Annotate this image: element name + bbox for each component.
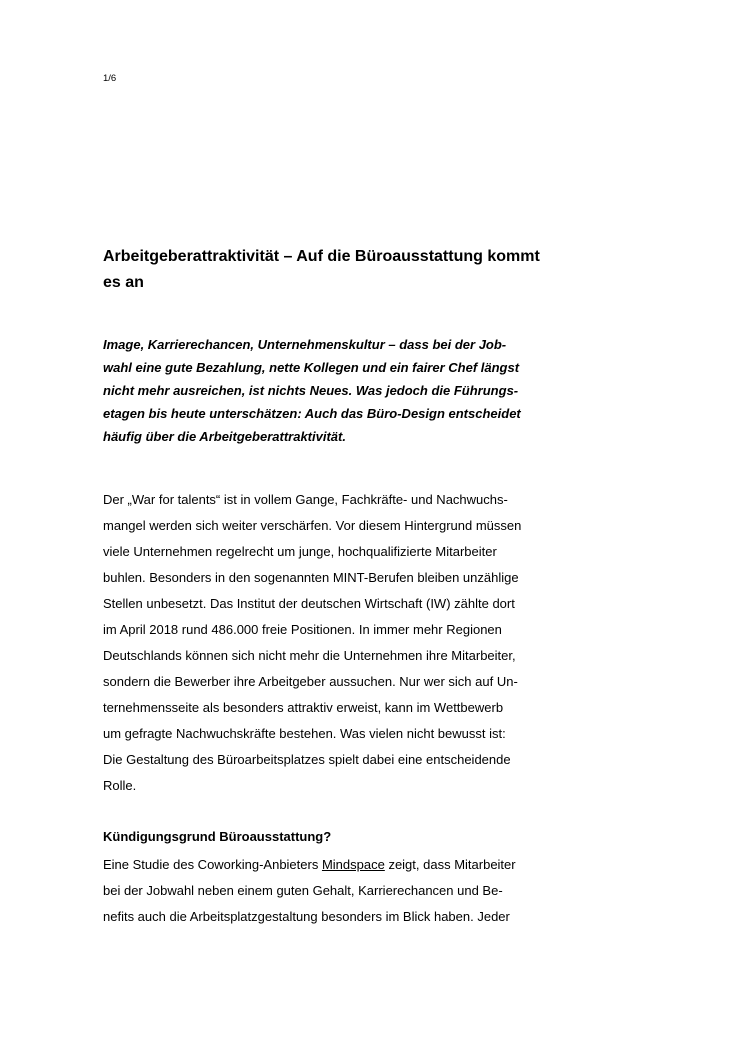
lead-line: etagen bis heute unterschätzen: Auch das Büro-Design entscheidet — [103, 406, 521, 421]
section-line: bei der Jobwahl neben einem guten Gehalt, Karrierechancen und Be- — [103, 883, 503, 898]
body-line: mangel werden sich weiter verschärfen. Vor diesem Hintergrund müssen — [103, 518, 522, 533]
body-line: ternehmensseite als besonders attraktiv erweist, kann im Wettbewerb — [103, 700, 504, 715]
mindspace-link[interactable]: Mindspace — [321, 857, 385, 872]
body-line: buhlen. Besonders in den sogenannten MINT-Berufen bleiben unzählige — [103, 570, 519, 585]
body-line: viele Unternehmen regelrecht um junge, hochqualifizierte Mitarbeiter — [103, 544, 497, 559]
page-number: 1/6 — [103, 73, 117, 84]
body-line: im April 2018 rund 486.000 freie Positionen. In immer mehr Regionen — [103, 622, 502, 637]
lead-line: nicht mehr ausreichen, ist nichts Neues. Was jedoch die Führungs- — [103, 383, 519, 398]
body-line: um gefragte Nachwuchskräfte bestehen. Was vielen nicht bewusst ist: — [103, 726, 506, 741]
body-line: sondern die Bewerber ihre Arbeitgeber aussuchen. Nur wer sich auf Un- — [103, 674, 518, 689]
body-paragraph — [103, 487, 623, 799]
section-text: Eine Studie des Coworking-Anbieters — [103, 857, 322, 872]
section-paragraph — [103, 852, 623, 930]
body-line: Die Gestaltung des Büroarbeitsplatzes spielt dabei eine entscheidende — [103, 752, 511, 767]
title-line: es an — [103, 274, 144, 291]
section-text: zeigt, dass Mitarbeiter — [384, 857, 516, 872]
body-line: Stellen unbesetzt. Das Institut der deutschen Wirtschaft (IW) zählte dort — [103, 596, 515, 611]
title-line: Arbeitgeberattraktivität – Auf die Büroausstattung kommt — [103, 248, 540, 265]
lead-line: häufig über die Arbeitgeberattraktivität. — [103, 429, 346, 444]
lead-paragraph — [103, 333, 623, 448]
body-line: Der „War for talents“ ist in vollem Gange, Fachkräfte- und Nachwuchs- — [103, 492, 508, 507]
article-title — [103, 244, 623, 296]
section-line: nefits auch die Arbeitsplatzgestaltung besonders im Blick haben. Jeder — [103, 909, 510, 924]
section-line — [103, 852, 623, 878]
lead-line: wahl eine gute Bezahlung, nette Kollegen und ein fairer Chef längst — [103, 360, 520, 375]
body-line: Deutschlands können sich nicht mehr die Unternehmen ihre Mitarbeiter, — [103, 648, 516, 663]
body-line: Rolle. — [103, 778, 137, 793]
section-heading: Kündigungsgrund Büroausstattung? — [103, 829, 332, 844]
lead-line: Image, Karrierechancen, Unternehmenskultur – dass bei der Job- — [103, 337, 507, 352]
